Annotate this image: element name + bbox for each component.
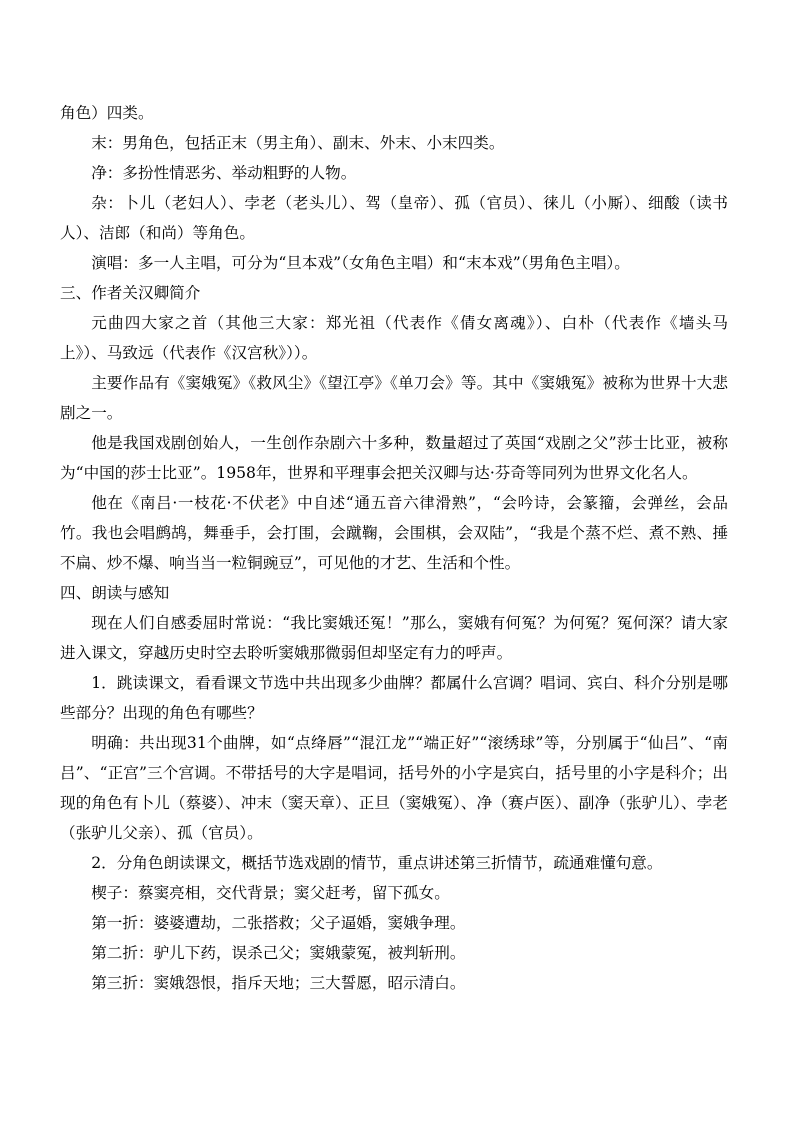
document-body xyxy=(60,98,728,998)
paragraph-singing: 演唱：多一人主唱，可分为“旦本戏”（女角色主唱）和“末本戏”（男角色主唱）。 xyxy=(91,254,630,272)
paragraph-jing-role: 净：多扮性情恶劣、举动粗野的人物。 xyxy=(91,164,357,182)
paragraph-task-2: 2．分角色朗读课文，概括节选戏剧的情节，重点讲述第三折情节，疏通难懂句意。 xyxy=(91,854,663,872)
paragraph-prologue: 楔子：蔡窦亮相，交代背景；窦父赶考，留下孤女。 xyxy=(91,884,450,902)
section-heading-reading: 四、朗读与感知 xyxy=(60,584,170,602)
paragraph-drama-founder: 他是我国戏剧创始人，一生创作杂剧六十多种，数量超过了英国“戏剧之父”莎士比亚，被称为“中国的莎士比亚”。1958年，世界和平理事会把关汉卿与达·芬奇等同列为世界文化名人。 xyxy=(60,434,728,482)
paragraph-act-2: 第二折：驴儿下药，误杀己父；窦娥蒙冤，被判斩刑。 xyxy=(91,944,466,962)
paragraph-introduction: 现在人们自感委屈时常说：“我比窦娥还冤！”那么，窦娥有何冤？为何冤？冤何深？请大家进入课文，穿越历史时空去聆听窦娥那微弱但却坚定有力的呼声。 xyxy=(60,614,728,662)
paragraph-four-masters: 元曲四大家之首（其他三大家：郑光祖（代表作《倩女离魂》）、白朴（代表作《墙头马上》）、马致远（代表作《汉宫秋》））。 xyxy=(60,314,728,362)
paragraph-act-3: 第三折：窦娥怨恨，指斥天地；三大誓愿，昭示清白。 xyxy=(91,974,466,992)
paragraph-role-types-end: 角色）四类。 xyxy=(60,104,154,122)
paragraph-mo-role: 末：男角色，包括正末（男主角）、副末、外末、小末四类。 xyxy=(91,134,505,152)
paragraph-act-1: 第一折：婆婆遭劫，二张搭救；父子逼婚，窦娥争理。 xyxy=(91,914,466,932)
paragraph-self-description: 他在《南吕·一枝花·不伏老》中自述“通五音六律滑熟”，“会吟诗，会篆籀，会弹丝，会品竹。我也会唱鹧鸪，舞垂手，会打围，会蹴鞠，会围棋，会双陆”，“我是个蒸不烂、煮不熟、捶不扁、炒不爆、响当当一粒铜豌豆”，可见他的才艺、生活和个性。 xyxy=(60,494,728,572)
section-heading-author: 三、作者关汉卿简介 xyxy=(60,284,201,302)
paragraph-main-works: 主要作品有《窦娥冤》《救风尘》《望江亭》《单刀会》等。其中《窦娥冤》被称为世界十大悲剧之一。 xyxy=(60,374,728,422)
paragraph-task-1: 1．跳读课文，看看课文节选中共出现多少曲牌？都属什么宫调？唱词、宾白、科介分别是哪些部分？出现的角色有哪些？ xyxy=(60,674,728,722)
paragraph-answer-1: 明确：共出现31个曲牌，如“点绛唇”“混江龙”“端正好”“滚绣球”等，分别属于“仙吕”、“南吕”、“正宫”三个宫调。不带括号的大字是唱词，括号外的小字是宾白，括号里的小字是科介；出现的角色有卜儿（蔡婆）、冲末（窦天章）、正旦（窦娥冤）、净（赛卢医）、副净（张驴儿）、孛老（张驴儿父亲）、孤（官员）。 xyxy=(60,734,728,842)
paragraph-za-role: 杂：卜儿（老妇人）、孛老（老头儿）、驾（皇帝）、孤（官员）、徕儿（小厮）、细酸（读书人）、洁郎（和尚）等角色。 xyxy=(60,194,728,242)
